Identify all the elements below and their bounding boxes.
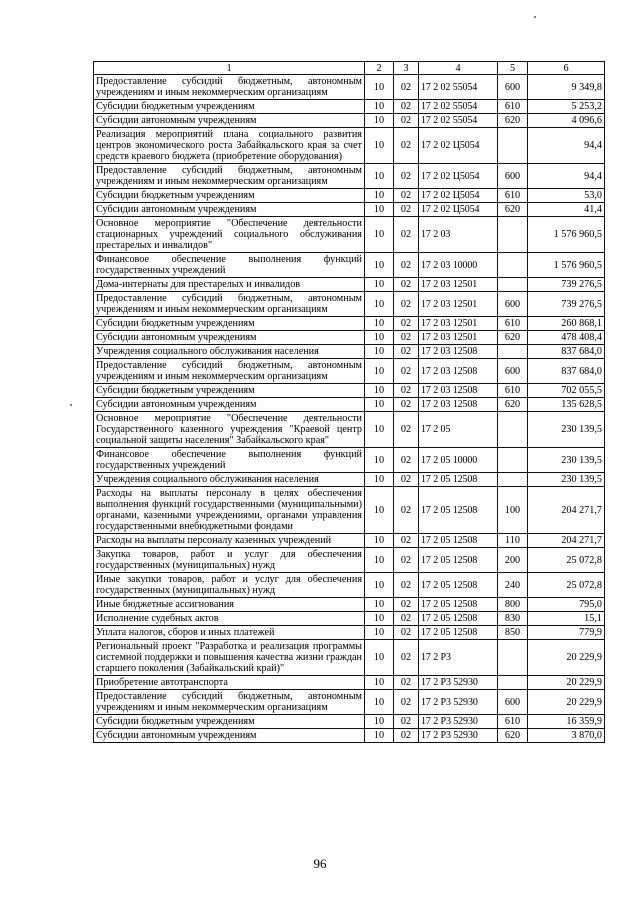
- table-row: [94, 359, 605, 384]
- cell-expense-type: 600: [498, 690, 528, 715]
- cell-expense-type: [498, 278, 528, 292]
- table-row: [94, 384, 605, 398]
- cell-amount: 204 271,7: [528, 487, 605, 534]
- cell-section: 10: [365, 100, 394, 114]
- table-row: [94, 548, 605, 573]
- cell-expense-type: [498, 448, 528, 473]
- cell-amount: 20 229,9: [528, 640, 605, 676]
- cell-expense-type: 620: [498, 398, 528, 412]
- cell-expense-type: 600: [498, 292, 528, 317]
- cell-target-article: 17 2 02 55054: [419, 75, 498, 100]
- table-row: [94, 128, 605, 164]
- cell-section: 10: [365, 487, 394, 534]
- header-col-4: 4: [419, 62, 498, 75]
- cell-expense-type: 600: [498, 75, 528, 100]
- cell-target-article: 17 2 02 Ц5054: [419, 203, 498, 217]
- cell-expense-type: 240: [498, 573, 528, 598]
- table-row: [94, 217, 605, 253]
- cell-name: Учреждения социального обслуживания населения: [94, 345, 365, 359]
- cell-name: Расходы на выплаты персоналу казенных учреждений: [94, 534, 365, 548]
- cell-amount: 230 139,5: [528, 473, 605, 487]
- cell-expense-type: [498, 217, 528, 253]
- cell-section: 10: [365, 398, 394, 412]
- cell-target-article: 17 2 03 12508: [419, 398, 498, 412]
- cell-amount: 9 349,8: [528, 75, 605, 100]
- scan-speck: [70, 404, 72, 406]
- cell-section: 10: [365, 189, 394, 203]
- cell-name: Уплата налогов, сборов и иных платежей: [94, 626, 365, 640]
- cell-subsection: 02: [394, 128, 419, 164]
- cell-name: Основное мероприятие "Обеспечение деятельности стационарных учреждений социального обслуживания престарелых и инвалидов": [94, 217, 365, 253]
- table-row: [94, 189, 605, 203]
- cell-section: 10: [365, 331, 394, 345]
- cell-amount: 94,4: [528, 128, 605, 164]
- cell-name: Иные бюджетные ассигнования: [94, 598, 365, 612]
- cell-expense-type: 620: [498, 203, 528, 217]
- cell-section: 10: [365, 114, 394, 128]
- cell-subsection: 02: [394, 690, 419, 715]
- table-row: [94, 253, 605, 278]
- cell-target-article: 17 2 03 12508: [419, 359, 498, 384]
- cell-name: Дома-интернаты для престарелых и инвалидов: [94, 278, 365, 292]
- cell-name: Закупка товаров, работ и услуг для обеспечения государственных (муниципальных) нужд: [94, 548, 365, 573]
- cell-target-article: 17 2 02 55054: [419, 100, 498, 114]
- cell-expense-type: 610: [498, 100, 528, 114]
- cell-expense-type: 610: [498, 715, 528, 729]
- cell-expense-type: 600: [498, 164, 528, 189]
- cell-subsection: 02: [394, 345, 419, 359]
- cell-section: 10: [365, 75, 394, 100]
- header-col-3: 3: [394, 62, 419, 75]
- cell-amount: 837 684,0: [528, 345, 605, 359]
- cell-amount: 739 276,5: [528, 292, 605, 317]
- cell-subsection: 02: [394, 448, 419, 473]
- cell-amount: 204 271,7: [528, 534, 605, 548]
- cell-subsection: 02: [394, 114, 419, 128]
- cell-expense-type: 620: [498, 114, 528, 128]
- cell-expense-type: 830: [498, 612, 528, 626]
- cell-expense-type: [498, 473, 528, 487]
- cell-subsection: 02: [394, 715, 419, 729]
- cell-subsection: 02: [394, 573, 419, 598]
- cell-name: Финансовое обеспечение выполнения функций государственных учреждений: [94, 448, 365, 473]
- cell-section: 10: [365, 715, 394, 729]
- cell-section: 10: [365, 640, 394, 676]
- cell-expense-type: 110: [498, 534, 528, 548]
- table-row: [94, 573, 605, 598]
- cell-name: Субсидии автономным учреждениям: [94, 114, 365, 128]
- cell-subsection: 02: [394, 548, 419, 573]
- cell-name: Предоставление субсидий бюджетным, автономным учреждениям и иным некоммерческим организациям: [94, 75, 365, 100]
- cell-subsection: 02: [394, 626, 419, 640]
- cell-amount: 230 139,5: [528, 412, 605, 448]
- cell-section: 10: [365, 626, 394, 640]
- cell-name: Субсидии бюджетным учреждениям: [94, 715, 365, 729]
- cell-section: 10: [365, 164, 394, 189]
- cell-target-article: 17 2 03: [419, 217, 498, 253]
- cell-expense-type: 610: [498, 317, 528, 331]
- cell-section: 10: [365, 676, 394, 690]
- cell-section: 10: [365, 128, 394, 164]
- cell-section: 10: [365, 548, 394, 573]
- cell-amount: 795,0: [528, 598, 605, 612]
- table-row: [94, 598, 605, 612]
- cell-subsection: 02: [394, 473, 419, 487]
- cell-subsection: 02: [394, 253, 419, 278]
- table-row: [94, 640, 605, 676]
- cell-target-article: 17 2 05 12508: [419, 473, 498, 487]
- cell-target-article: 17 2 02 Ц5054: [419, 128, 498, 164]
- cell-section: 10: [365, 317, 394, 331]
- cell-amount: 15,1: [528, 612, 605, 626]
- cell-amount: 230 139,5: [528, 448, 605, 473]
- cell-amount: 702 055,5: [528, 384, 605, 398]
- cell-section: 10: [365, 448, 394, 473]
- cell-target-article: 17 2 05 12508: [419, 573, 498, 598]
- cell-amount: 20 229,9: [528, 690, 605, 715]
- table-row: [94, 292, 605, 317]
- cell-subsection: 02: [394, 292, 419, 317]
- cell-name: Субсидии бюджетным учреждениям: [94, 384, 365, 398]
- cell-amount: 25 072,8: [528, 548, 605, 573]
- table-row: [94, 534, 605, 548]
- cell-amount: 837 684,0: [528, 359, 605, 384]
- table-body: [94, 75, 605, 743]
- table-row: [94, 676, 605, 690]
- cell-section: 10: [365, 729, 394, 743]
- table-row: [94, 398, 605, 412]
- cell-target-article: 17 2 02 55054: [419, 114, 498, 128]
- cell-target-article: 17 2 P3 52930: [419, 676, 498, 690]
- cell-amount: 41,4: [528, 203, 605, 217]
- cell-name: Региональный проект "Разработка и реализация программы системной поддержки и повышения качества жизни граждан старшего поколения (Забайкальский край)": [94, 640, 365, 676]
- cell-name: Предоставление субсидий бюджетным, автономным учреждениям и иным некоммерческим организациям: [94, 690, 365, 715]
- table-row: [94, 278, 605, 292]
- cell-target-article: 17 2 P3 52930: [419, 715, 498, 729]
- cell-expense-type: 620: [498, 331, 528, 345]
- cell-target-article: 17 2 P3: [419, 640, 498, 676]
- cell-target-article: 17 2 05 12508: [419, 534, 498, 548]
- cell-name: Расходы на выплаты персоналу в целях обеспечения выполнения функций государственными (муниципальными) органами, казенными учреждениями, органами управления государственными внебюджетными фондами: [94, 487, 365, 534]
- cell-expense-type: [498, 128, 528, 164]
- cell-target-article: 17 2 05 12508: [419, 548, 498, 573]
- cell-section: 10: [365, 612, 394, 626]
- cell-name: Субсидии автономным учреждениям: [94, 331, 365, 345]
- cell-section: 10: [365, 253, 394, 278]
- header-col-1: 1: [94, 62, 365, 75]
- header-col-5: 5: [498, 62, 528, 75]
- cell-expense-type: 850: [498, 626, 528, 640]
- cell-expense-type: 800: [498, 598, 528, 612]
- cell-name: Реализация мероприятий плана социального развития центров экономического роста Забайкальского края за счет средств краевого бюджета (приобретение оборудования): [94, 128, 365, 164]
- cell-amount: 478 408,4: [528, 331, 605, 345]
- cell-expense-type: [498, 345, 528, 359]
- cell-name: Иные закупки товаров, работ и услуг для обеспечения государственных (муниципальных) нужд: [94, 573, 365, 598]
- table-header-row: [94, 62, 605, 75]
- table-row: [94, 626, 605, 640]
- cell-target-article: 17 2 03 12501: [419, 278, 498, 292]
- table-row: [94, 715, 605, 729]
- cell-target-article: 17 2 05 12508: [419, 626, 498, 640]
- cell-target-article: 17 2 02 Ц5054: [419, 164, 498, 189]
- table-row: [94, 473, 605, 487]
- cell-subsection: 02: [394, 278, 419, 292]
- cell-name: Субсидии автономным учреждениям: [94, 729, 365, 743]
- cell-target-article: 17 2 05: [419, 412, 498, 448]
- cell-subsection: 02: [394, 612, 419, 626]
- cell-section: 10: [365, 534, 394, 548]
- cell-name: Субсидии бюджетным учреждениям: [94, 100, 365, 114]
- cell-section: 10: [365, 690, 394, 715]
- cell-subsection: 02: [394, 640, 419, 676]
- cell-target-article: 17 2 03 10000: [419, 253, 498, 278]
- cell-amount: 53,0: [528, 189, 605, 203]
- cell-amount: 260 868,1: [528, 317, 605, 331]
- cell-section: 10: [365, 278, 394, 292]
- cell-name: Исполнение судебных актов: [94, 612, 365, 626]
- cell-amount: 20 229,9: [528, 676, 605, 690]
- cell-subsection: 02: [394, 75, 419, 100]
- cell-amount: 739 276,5: [528, 278, 605, 292]
- table-row: [94, 729, 605, 743]
- cell-subsection: 02: [394, 100, 419, 114]
- cell-section: 10: [365, 359, 394, 384]
- cell-amount: 94,4: [528, 164, 605, 189]
- cell-subsection: 02: [394, 534, 419, 548]
- cell-target-article: 17 2 P3 52930: [419, 690, 498, 715]
- cell-expense-type: 100: [498, 487, 528, 534]
- cell-amount: 1 576 960,5: [528, 217, 605, 253]
- table-row: [94, 203, 605, 217]
- cell-section: 10: [365, 345, 394, 359]
- cell-subsection: 02: [394, 412, 419, 448]
- cell-amount: 1 576 960,5: [528, 253, 605, 278]
- cell-expense-type: 600: [498, 359, 528, 384]
- cell-amount: 779,9: [528, 626, 605, 640]
- cell-section: 10: [365, 573, 394, 598]
- cell-section: 10: [365, 292, 394, 317]
- cell-name: Предоставление субсидий бюджетным, автономным учреждениям и иным некоммерческим организациям: [94, 359, 365, 384]
- cell-amount: 25 072,8: [528, 573, 605, 598]
- table-row: [94, 100, 605, 114]
- cell-expense-type: 610: [498, 384, 528, 398]
- cell-expense-type: [498, 676, 528, 690]
- cell-target-article: 17 2 03 12508: [419, 384, 498, 398]
- table-row: [94, 317, 605, 331]
- cell-section: 10: [365, 384, 394, 398]
- cell-expense-type: 620: [498, 729, 528, 743]
- cell-target-article: 17 2 03 12501: [419, 317, 498, 331]
- cell-section: 10: [365, 203, 394, 217]
- cell-amount: 16 359,9: [528, 715, 605, 729]
- table-row: [94, 690, 605, 715]
- cell-target-article: 17 2 05 10000: [419, 448, 498, 473]
- cell-name: Субсидии бюджетным учреждениям: [94, 189, 365, 203]
- cell-subsection: 02: [394, 729, 419, 743]
- cell-amount: 3 870,0: [528, 729, 605, 743]
- cell-target-article: 17 2 02 Ц5054: [419, 189, 498, 203]
- cell-section: 10: [365, 473, 394, 487]
- cell-name: Субсидии автономным учреждениям: [94, 398, 365, 412]
- cell-target-article: 17 2 P3 52930: [419, 729, 498, 743]
- cell-target-article: 17 2 03 12501: [419, 292, 498, 317]
- cell-expense-type: 200: [498, 548, 528, 573]
- cell-subsection: 02: [394, 164, 419, 189]
- cell-target-article: 17 2 05 12508: [419, 487, 498, 534]
- table-row: [94, 612, 605, 626]
- header-col-6: 6: [528, 62, 605, 75]
- cell-amount: 5 253,2: [528, 100, 605, 114]
- table-row: [94, 164, 605, 189]
- cell-name: Предоставление субсидий бюджетным, автономным учреждениям и иным некоммерческим организациям: [94, 292, 365, 317]
- cell-subsection: 02: [394, 676, 419, 690]
- cell-name: Учреждения социального обслуживания населения: [94, 473, 365, 487]
- cell-target-article: 17 2 03 12501: [419, 331, 498, 345]
- table-row: [94, 75, 605, 100]
- cell-subsection: 02: [394, 189, 419, 203]
- scan-speck: [534, 16, 536, 18]
- cell-subsection: 02: [394, 317, 419, 331]
- table-row: [94, 412, 605, 448]
- cell-subsection: 02: [394, 487, 419, 534]
- cell-amount: 4 096,6: [528, 114, 605, 128]
- cell-subsection: 02: [394, 359, 419, 384]
- cell-subsection: 02: [394, 217, 419, 253]
- table-row: [94, 448, 605, 473]
- cell-expense-type: [498, 412, 528, 448]
- cell-name: Субсидии бюджетным учреждениям: [94, 317, 365, 331]
- cell-section: 10: [365, 217, 394, 253]
- table-row: [94, 331, 605, 345]
- cell-amount: 135 628,5: [528, 398, 605, 412]
- cell-subsection: 02: [394, 598, 419, 612]
- header-col-2: 2: [365, 62, 394, 75]
- table-row: [94, 114, 605, 128]
- table-row: [94, 345, 605, 359]
- cell-expense-type: 610: [498, 189, 528, 203]
- cell-target-article: 17 2 05 12508: [419, 612, 498, 626]
- cell-subsection: 02: [394, 331, 419, 345]
- cell-expense-type: [498, 253, 528, 278]
- cell-section: 10: [365, 598, 394, 612]
- cell-name: Финансовое обеспечение выполнения функций государственных учреждений: [94, 253, 365, 278]
- cell-subsection: 02: [394, 203, 419, 217]
- cell-section: 10: [365, 412, 394, 448]
- cell-name: Субсидии автономным учреждениям: [94, 203, 365, 217]
- cell-subsection: 02: [394, 384, 419, 398]
- table-row: [94, 487, 605, 534]
- cell-name: Основное мероприятие "Обеспечение деятельности Государственного казенного учреждения "Краевой центр социальной защиты населения" Забайкальского края": [94, 412, 365, 448]
- cell-target-article: 17 2 05 12508: [419, 598, 498, 612]
- cell-expense-type: [498, 640, 528, 676]
- cell-target-article: 17 2 03 12508: [419, 345, 498, 359]
- budget-table: [93, 61, 605, 743]
- page-number: 96: [313, 856, 327, 871]
- cell-name: Предоставление субсидий бюджетным, автономным учреждениям и иным некоммерческим организациям: [94, 164, 365, 189]
- cell-subsection: 02: [394, 398, 419, 412]
- cell-name: Приобретение автотранспорта: [94, 676, 365, 690]
